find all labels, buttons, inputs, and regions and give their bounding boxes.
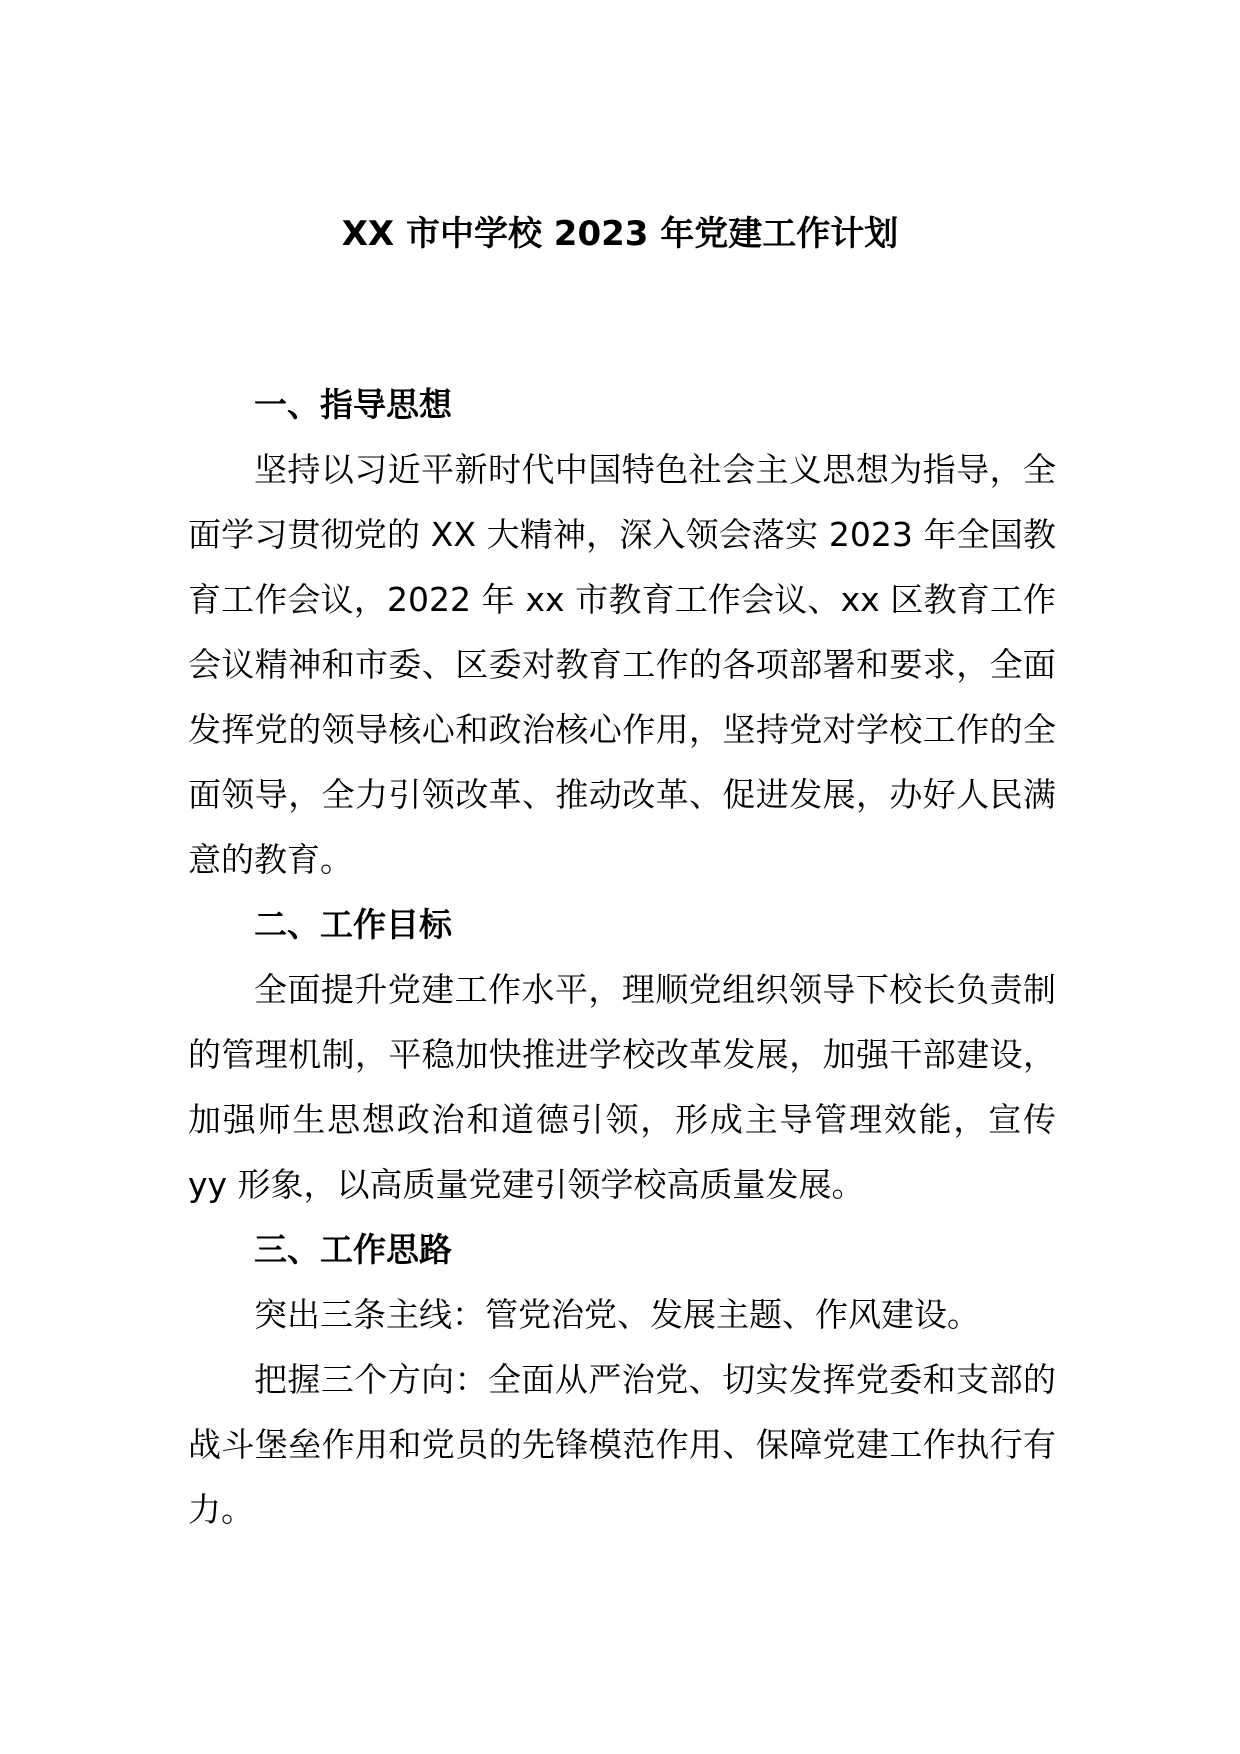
section-paragraph: 全面提升党建工作水平，理顺党组织领导下校长负责制的管理机制，平稳加快推进学校改革发展，加强干部建设，加强师生思想政治和道德引领，形成主导管理效能，宣传 yy 形象，以高质量党建引领学校高质量发展。 [188, 970, 1056, 1204]
document-title: XX 市中学校 2023 年党建工作计划 [341, 214, 899, 254]
section-heading-work-goals: 二、工作目标 [254, 905, 452, 944]
section-paragraph: 坚持以习近平新时代中国特色社会主义思想为指导，全面学习贯彻党的 XX 大精神，深入领会落实 2023 年全国教育工作会议，2022 年 xx 市教育工作会议、xx 区教育工作会议精神和市委、区委对教育工作的各项部署和要求，全面发挥党的领导核心和政治核心作用，坚持党对学校工作的全面领导，全力引领改革、推动改革、促进发展，办好人民满意的教育。 [188, 450, 1056, 879]
document-body [188, 372, 1056, 1542]
section-paragraph: 突出三条主线：管党治党、发展主题、作风建设。 [254, 1295, 980, 1334]
section-paragraph: 把握三个方向：全面从严治党、切实发挥党委和支部的战斗堡垒作用和党员的先锋模范作用、保障党建工作执行有力。 [188, 1360, 1056, 1529]
section-heading-guiding-ideology: 一、指导思想 [254, 385, 452, 424]
section-heading-work-approach: 三、工作思路 [254, 1230, 452, 1269]
